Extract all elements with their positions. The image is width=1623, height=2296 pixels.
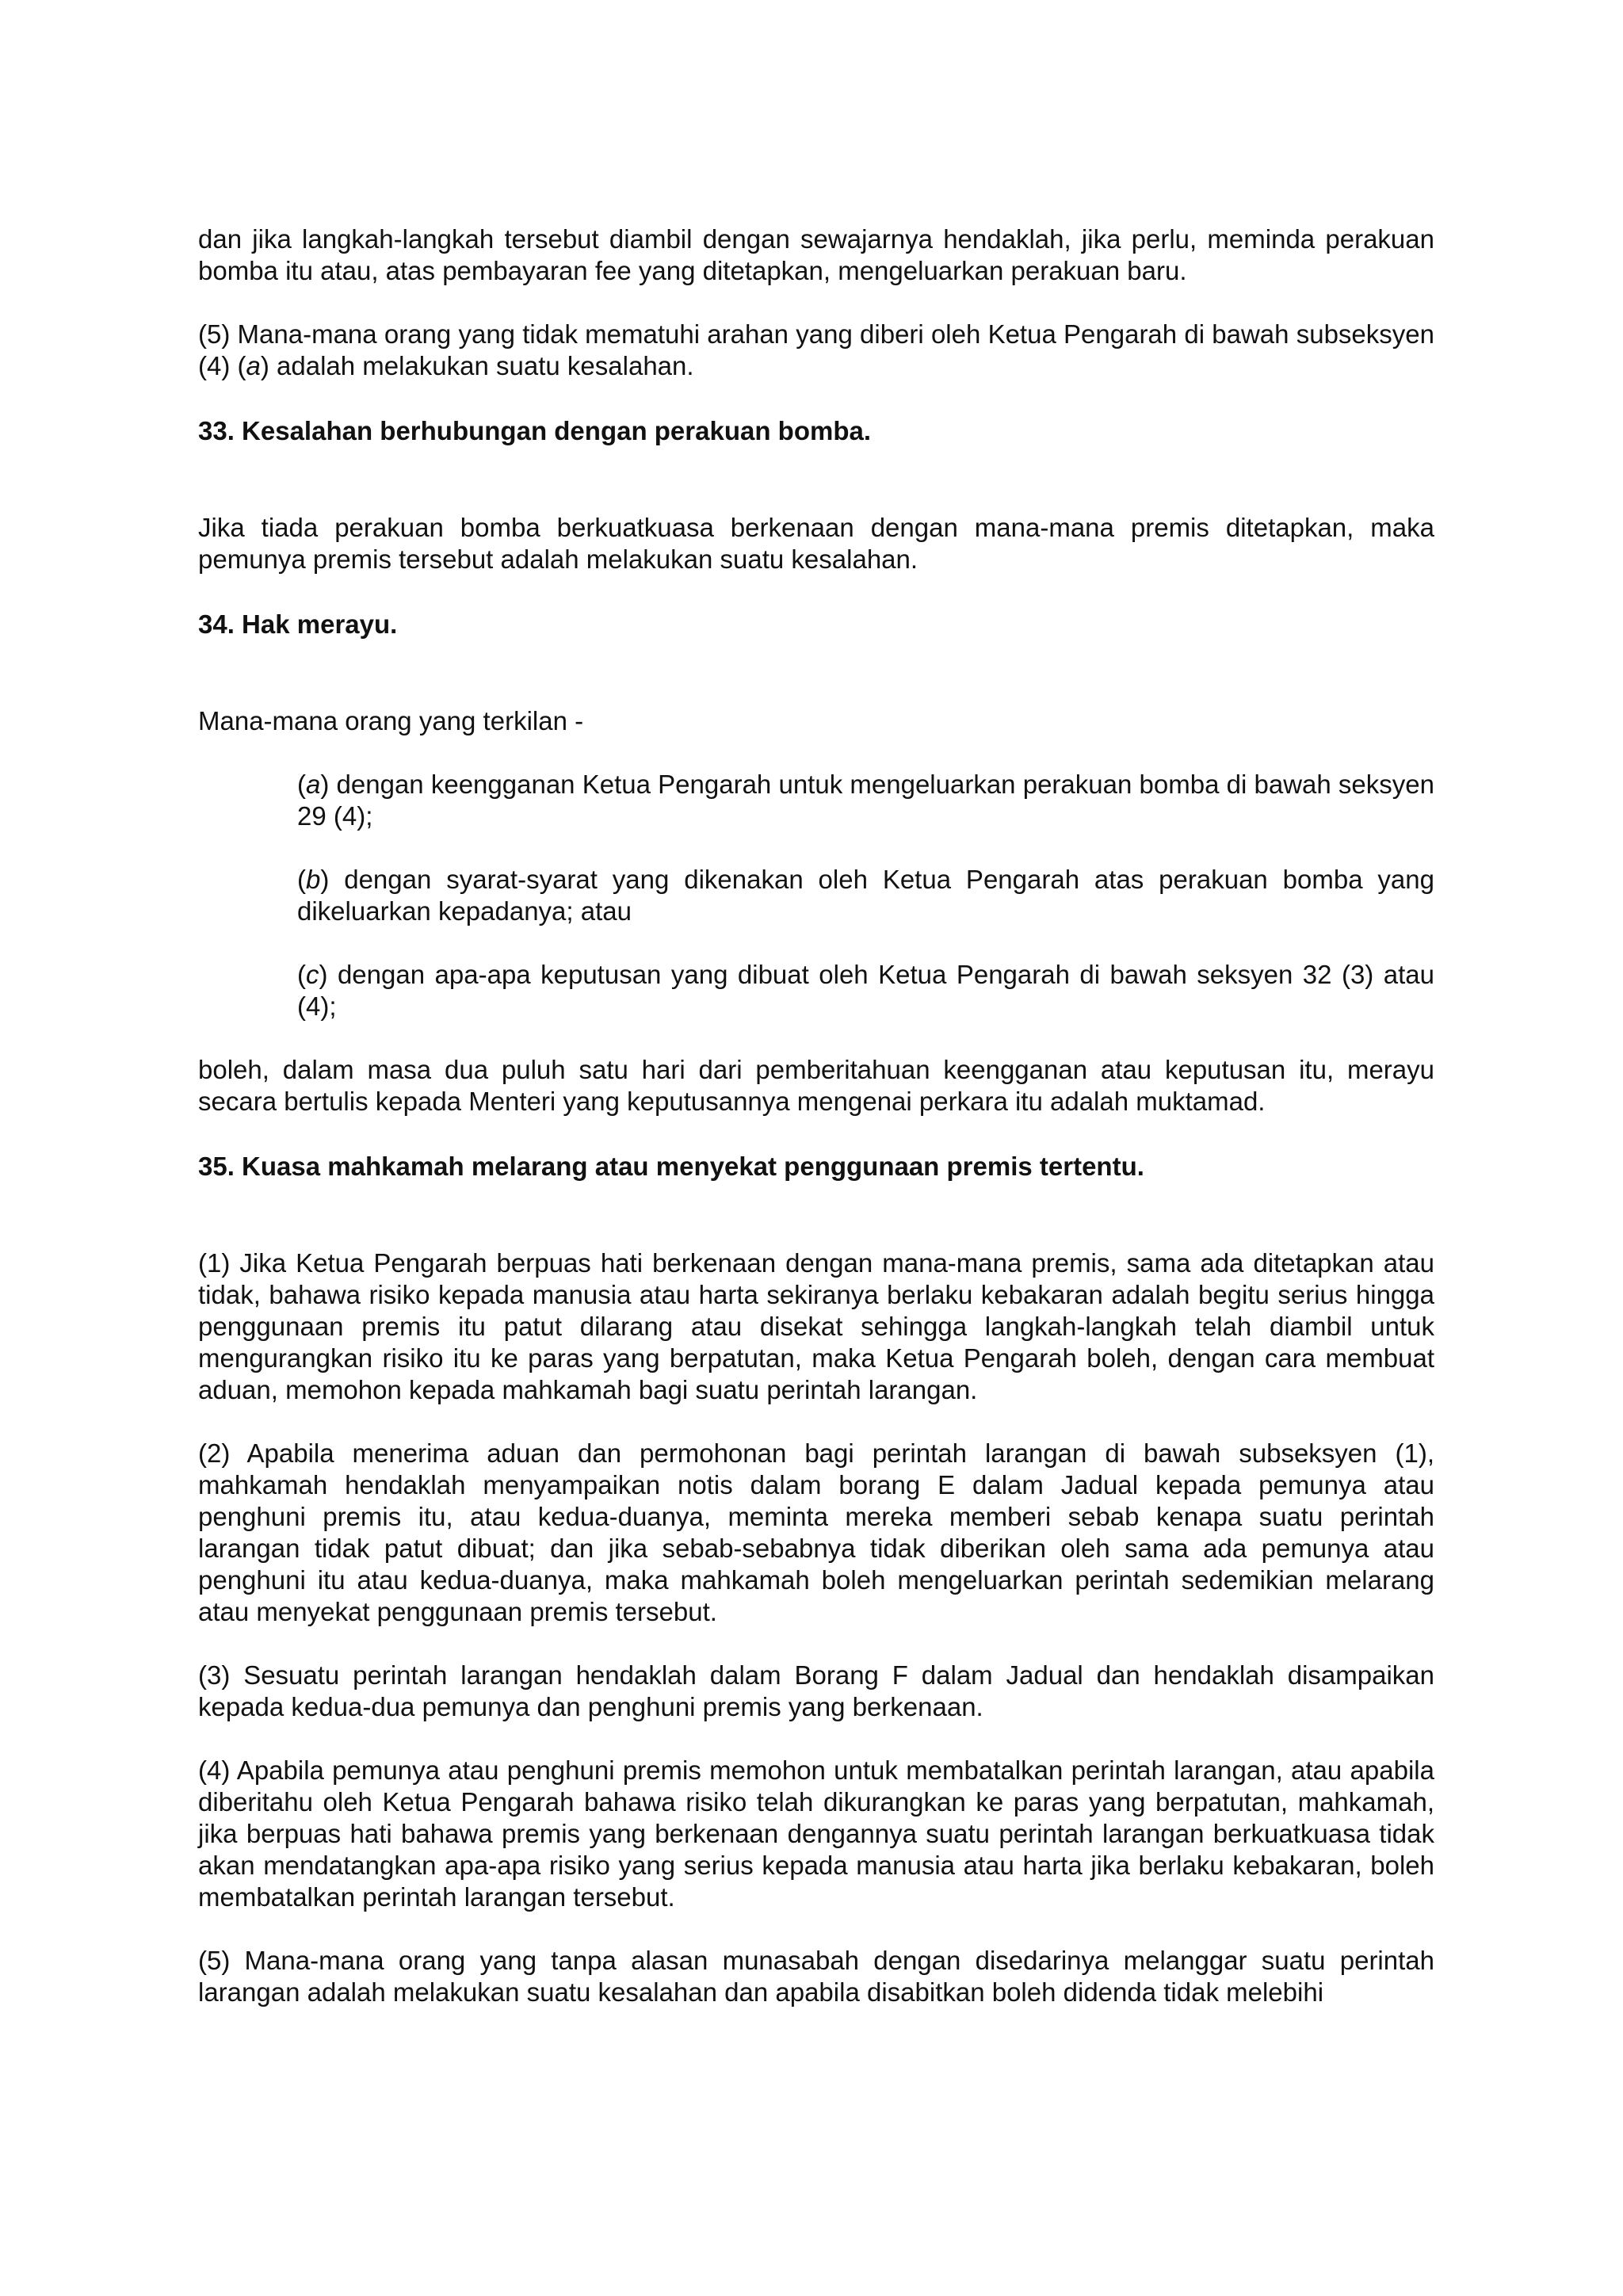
section-35-subsection-1: (1) Jika Ketua Pengarah berpuas hati berkenaan dengan mana-mana premis, sama ada ditetapkan atau tidak, bahawa risiko kepada manusia atau harta sekiranya berlaku kebakaran adalah begitu serius hingga penggunaan premis itu patut dilarang atau disekat sehingga langkah-langkah telah diambil untuk mengurangkan risiko itu ke paras yang berpatutan, maka Ketua Pengarah boleh, dengan cara membuat aduan, memohon kepada mahkamah bagi suatu perintah larangan.	[198, 1248, 1434, 1404]
item-letter: c	[306, 960, 319, 989]
section-32-continuation: dan jika langkah-langkah tersebut diambil dengan sewajarnya hendaklah, jika perlu, meminda perakuan bomba itu atau, atas pembayaran fee yang ditetapkan, mengeluarkan perakuan baru.	[198, 224, 1434, 285]
section-35-subsection-5: (5) Mana-mana orang yang tanpa alasan munasabah dengan disedarinya melanggar suatu perintah larangan adalah melakukan suatu kesalahan dan apabila disabitkan boleh didenda tidak melebihi	[198, 1946, 1434, 2007]
item-letter: a	[306, 770, 321, 799]
subsection-text: ) adalah melakukan suatu kesalahan.	[260, 351, 694, 380]
section-34-item-b	[297, 864, 1434, 927]
section-34-lead: Mana-mana orang yang terkilan -	[198, 706, 584, 735]
item-text: ) dengan syarat-syarat yang dikenakan oleh Ketua Pengarah atas perakuan bomba yang dikeluarkan kepadanya; atau	[297, 865, 1434, 926]
item-open-paren: (	[297, 960, 306, 989]
item-open-paren: (	[297, 865, 306, 894]
item-letter: b	[306, 865, 321, 894]
section-34-item-a	[297, 769, 1434, 832]
section-34-tail: boleh, dalam masa dua puluh satu hari dari pemberitahuan keengganan atau keputusan itu, merayu secara bertulis kepada Menteri yang keputusannya mengenai perkara itu adalah muktamad.	[198, 1055, 1434, 1116]
subsection-letter: a	[246, 351, 261, 380]
item-open-paren: (	[297, 770, 306, 799]
section-33-heading: 33. Kesalahan berhubungan dengan perakuan bomba.	[198, 416, 872, 445]
section-34-heading: 34. Hak merayu.	[198, 609, 398, 639]
section-34-item-c	[297, 959, 1434, 1022]
item-text: ) dengan apa-apa keputusan yang dibuat oleh Ketua Pengarah di bawah seksyen 32 (3) atau (4);	[297, 960, 1434, 1021]
document-page	[198, 223, 1434, 2040]
section-32-subsection-5	[198, 319, 1434, 382]
section-33-body: Jika tiada perakuan bomba berkuatkuasa berkenaan dengan mana-mana premis ditetapkan, maka pemunya premis tersebut adalah melakukan suatu kesalahan.	[198, 513, 1434, 574]
item-text: ) dengan keengganan Ketua Pengarah untuk mengeluarkan perakuan bomba di bawah seksyen 29 (4);	[297, 770, 1434, 831]
section-35-subsection-4: (4) Apabila pemunya atau penghuni premis memohon untuk membatalkan perintah larangan, atau apabila diberitahu oleh Ketua Pengarah bahawa risiko telah dikurangkan ke paras yang berpatutan, mahkamah, jika berpuas hati bahawa premis yang berkenaan dengannya suatu perintah larangan berkuatkuasa tidak akan mendatangkan apa-apa risiko yang serius kepada manusia atau harta jika berlaku kebakaran, boleh membatalkan perintah larangan tersebut.	[198, 1755, 1434, 1912]
subsection-text: (5) Mana-mana orang yang tidak mematuhi arahan yang diberi oleh Ketua Pengarah di bawah subseksyen (4) (	[198, 319, 1434, 380]
section-35-subsection-3: (3) Sesuatu perintah larangan hendaklah dalam Borang F dalam Jadual dan hendaklah disampaikan kepada kedua-dua pemunya dan penghuni premis yang berkenaan.	[198, 1660, 1434, 1721]
section-35-heading: 35. Kuasa mahkamah melarang atau menyekat penggunaan premis tertentu.	[198, 1152, 1144, 1181]
section-35-subsection-2: (2) Apabila menerima aduan dan permohonan bagi perintah larangan di bawah subseksyen (1), mahkamah hendaklah menyampaikan notis dalam borang E dalam Jadual kepada pemunya atau penghuni premis itu, atau kedua-duanya, meminta mereka memberi sebab kenapa suatu perintah larangan tidak patut dibuat; dan jika sebab-sebabnya tidak diberikan oleh sama ada pemunya atau penghuni itu atau kedua-duanya, maka mahkamah boleh mengeluarkan perintah sedemikian melarang atau menyekat penggunaan premis tersebut.	[198, 1438, 1434, 1626]
